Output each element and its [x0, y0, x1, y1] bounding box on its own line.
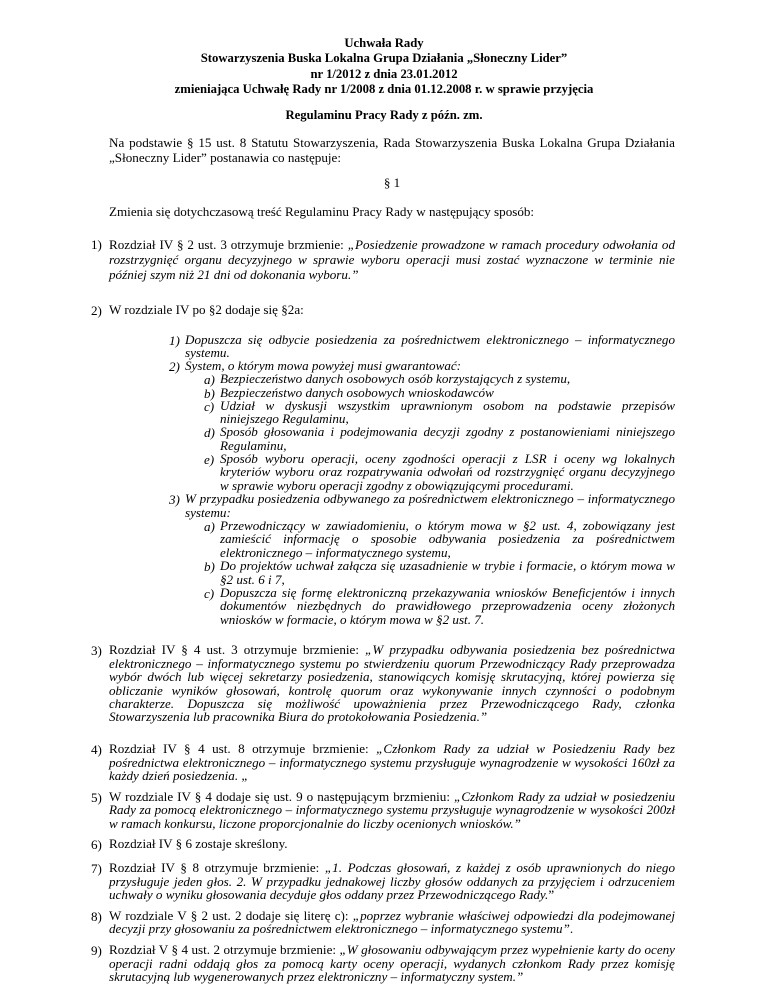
- header-line-5: Regulaminu Pracy Rady z późn. zm.: [285, 108, 483, 122]
- list-item: [109, 861, 675, 901]
- item-number: 1): [91, 237, 102, 252]
- item-quote: „Członkom Rady za udział w Posiedzeniu Rady bez pośrednictwa elektronicznego – informatycznego systemu przysługuje wynagrodzenie w wysokości 160zł za każdy dzień posiedzenia. „: [109, 741, 676, 784]
- sub-item: Sposób wyboru operacji, oceny zgodności operacji z LSR i oceny wg lokalnych kryteriów wyboru oraz rozpatrywania odwołań od rozstrzygnięć organu decyzyjnego w sprawie wyboru operacji zgodny z obowiązującymi procedurami.: [220, 450, 675, 493]
- item-quote: „Członkom Rady za udział w posiedzeniu Rady za pomocą elektronicznego – informatycznego systemu przysługuje wynagrodzenie w wysokości 200zł w ramach konkursu, liczone proporcjonalnie do liczby ocenionych wniosków.”: [109, 788, 675, 831]
- item-quote: „Posiedzenie prowadzone w ramach procedury odwołania od rozstrzygnięć organu decyzyjnego w sprawie wyboru operacji musi zostać wyznaczone w terminie nie później szym niż 21 dni od dokonania wyboru.”: [109, 237, 675, 283]
- list-item: [109, 943, 675, 983]
- item-number: 5): [91, 789, 102, 805]
- sub-item: Bezpieczeństwo danych osobowych osób korzystających z systemu,: [220, 371, 571, 387]
- sub-item: W przypadku posiedzenia odbywanego za pośrednictwem elektronicznego – informatycznego systemu:: [185, 491, 675, 520]
- sub-letter: c): [204, 398, 215, 414]
- item-quote: „poprzez wybranie właściwej odpowiedzi dla podejmowanej decyzji przy głosowaniu za pośrednictwem elektronicznego – informatycznego systemu”: [109, 907, 675, 937]
- sub-letter: c): [204, 585, 215, 601]
- item-lead: Rozdział IV § 2 ust. 3 otrzymuje brzmienie:: [109, 237, 348, 252]
- sub-item: Przewodniczący w zawiadomieniu, o którym mowa w §2 ust. 4, zobowiązany jest zamieścić informację o sposobie odbywania posiedzenia za pośrednictwem elektronicznego – informatycznego systemu,: [220, 517, 675, 560]
- sub-item: Do projektów uchwał załącza się uzasadnienie w trybie i formacie, o którym mowa w §2 ust. 6 i 7,: [220, 558, 675, 587]
- list-item: [109, 237, 675, 283]
- item-number: 4): [91, 742, 102, 758]
- sub-letter: b): [204, 559, 215, 575]
- header-line-1: Uchwała Rady: [344, 36, 424, 50]
- item-quote: „W przypadku odbywania posiedzenia bez pośrednictwa elektronicznego – informatycznego systemu po stwierdzeniu quorum Przewodniczący Rady przeprowadza wybór dwóch lub więcej sekretarzy posiedzenia, stanowiących komisję skrutacyjną, której powierza się obliczanie wyników głosowań, kontrolę quorum oraz wykonywanie innych czynności o podobnym charakterze. Dopuszcza się możliwość upoważnienia przez Przewodniczącego Rady, członka Stowarzyszenia lub pracownika Biura do protokołowania Posiedzenia.”: [109, 642, 676, 725]
- list-item: [109, 643, 675, 724]
- item-lead: Rozdział V § 4 ust. 2 otrzymuje brzmienie:: [109, 942, 340, 958]
- item-number: 2): [91, 302, 102, 318]
- item-lead: Rozdział IV § 4 ust. 8 otrzymuje brzmienie:: [109, 741, 377, 757]
- sub-item: System, o którym mowa powyżej musi gwarantować:: [185, 358, 462, 374]
- item-lead: Rozdział IV § 4 ust. 3 otrzymuje brzmienie:: [109, 642, 366, 658]
- item-tail: ”: [548, 887, 555, 903]
- preamble: Na podstawie § 15 ust. 8 Statutu Stowarzyszenia, Rada Stowarzyszenia Buska Lokalna Grupa Działania „Słoneczny Lider” postanawia co następuje:: [109, 135, 675, 166]
- item-lead: W rozdziale IV § 4 dodaje się ust. 9 o następującym brzmieniu:: [109, 788, 455, 804]
- item-lead: Rozdział IV § 8 otrzymuje brzmienie:: [109, 860, 325, 876]
- sub-number: 1): [169, 332, 180, 348]
- list-item: [109, 909, 675, 936]
- sub-letter: a): [204, 518, 215, 534]
- header-line-2: Stowarzyszenia Buska Lokalna Grupa Działania „Słoneczny Lider”: [200, 51, 568, 66]
- item-quote: „1. Podczas głosowań, z każdej z osób uprawnionych do niego przysługuje jeden głos. 2. W przypadku jednakowej liczby głosów oddanych za przyjęciem i odrzuceniem uchwały o wyniku głosowania decyduje głos oddany przez Przewodniczącego Rady.: [109, 860, 675, 903]
- list-item: Rozdział IV § 6 zostaje skreślony.: [109, 836, 288, 852]
- sub-letter: a): [204, 372, 215, 388]
- sub-item: Udział w dyskusji wszystkim uprawnionym osobom na podstawie przepisów niniejszego Regulaminu,: [220, 397, 675, 427]
- list-item: [109, 790, 675, 830]
- sub-number: 2): [169, 359, 180, 375]
- item-quote: „W głosowaniu odbywającym przez wypełnienie karty do oceny operacji radni oddają głos za pomocą karty oceny operacji, wydanych członkom Rady przez komisję skrutacyjną lub wygenerowanych przez elektroniczny – informatyczny system.”: [109, 942, 675, 985]
- header-line-3: nr 1/2012 z dnia 23.01.2012: [310, 66, 458, 81]
- sub-number: 3): [169, 492, 180, 508]
- section-mark: § 1: [383, 175, 401, 190]
- item-lead: W rozdziale V § 2 ust. 2 dodaje się literę c):: [109, 907, 353, 923]
- item-number: 9): [91, 943, 102, 959]
- sub-letter: b): [204, 385, 215, 401]
- sub-letter: d): [204, 425, 215, 441]
- item-number: 6): [91, 837, 102, 853]
- intro-line: Zmienia się dotychczasową treść Regulaminu Pracy Rady w następujący sposób:: [109, 204, 535, 219]
- item-number: 7): [91, 861, 102, 877]
- header-line-4: zmieniająca Uchwałę Rady nr 1/2008 z dnia 01.12.2008 r. w sprawie przyjęcia: [174, 82, 594, 97]
- sub-item: Dopuszcza się odbycie posiedzenia za pośrednictwem elektronicznego – informatycznego systemu.: [185, 331, 675, 361]
- resolution-header: [0, 36, 768, 98]
- list-item: [109, 742, 675, 782]
- sub-item: Dopuszcza się formę elektroniczną przekazywania wniosków Beneficjentów i innych dokumentów niezbędnych do prawidłowego przeprowadzenia oceny złożonych wniosków w formacie, o którym mowa w §2 ust. 7.: [220, 584, 675, 627]
- item-number: 8): [91, 908, 102, 924]
- item-tail: .: [569, 921, 574, 937]
- item-number: 3): [91, 643, 102, 659]
- list-item: W rozdziale IV po §2 dodaje się §2a:: [109, 301, 304, 317]
- sub-item: Sposób głosowania i podejmowania decyzji zgodny z postanowieniami niniejszego Regulaminu,: [220, 424, 675, 453]
- sub-item: Bezpieczeństwo danych osobowych wnioskodawców: [220, 384, 494, 400]
- sub-letter: e): [204, 451, 215, 467]
